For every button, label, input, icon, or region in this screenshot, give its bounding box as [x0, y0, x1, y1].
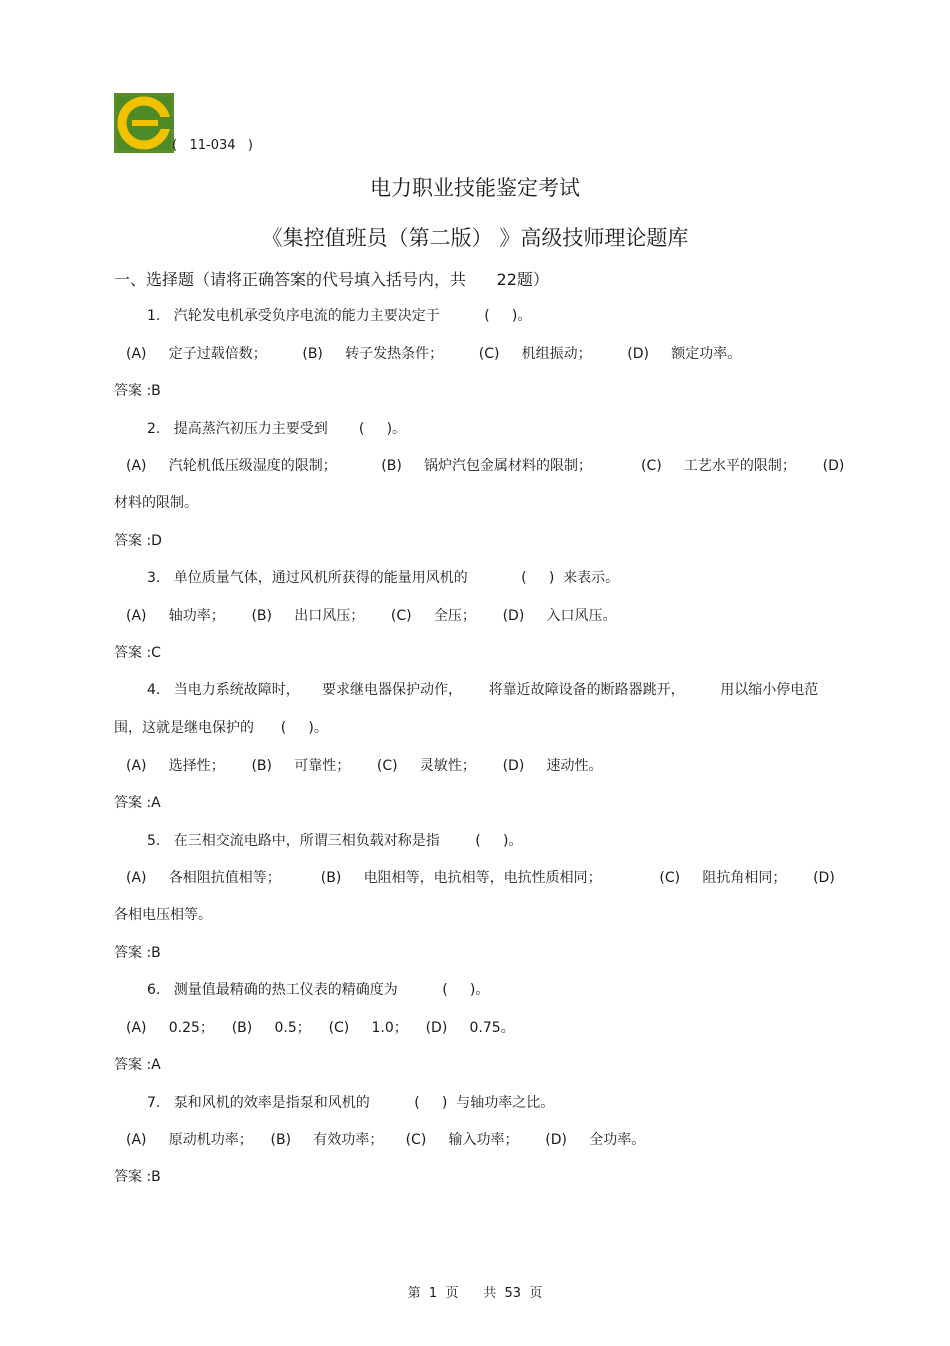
question-options: (A) 各相阻抗值相等； (B) 电阻相等，电抗相等，电抗性质相同； (C) 阻抗角相同； (D) — [126, 870, 835, 886]
answer-text: 答案 :D — [114, 533, 162, 549]
question-options: (A) 轴功率； (B) 出口风压； (C) 全压； (D) 入口风压。 — [126, 608, 617, 624]
answer-text: 答案 :C — [114, 645, 161, 661]
question-options: (A) 0.25； (B) 0.5； (C) 1.0； (D) 0.75。 — [126, 1020, 515, 1036]
question-text: 5. 在三相交流电路中，所谓三相负载对称是指 ( )。 — [147, 833, 523, 849]
section-heading: 一、选择题（请将正确答案的代号填入括号内，共 22题） — [114, 270, 549, 289]
question-options: (A) 选择性； (B) 可靠性； (C) 灵敏性； (D) 速动性。 — [126, 758, 603, 774]
question-options-continued: 各相电压相等。 — [114, 907, 212, 923]
company-logo-icon — [114, 93, 174, 153]
question-options: (A) 定子过载倍数； (B) 转子发热条件； (C) 机组振动； (D) 额定功率。 — [126, 346, 742, 362]
answer-text: 答案 :A — [114, 795, 161, 811]
page-footer: 第 1 页 共 53 页 — [407, 1286, 543, 1301]
question-text: 4. 当电力系统故障时， 要求继电器保护动作， 将靠近故障设备的断路器跳开， 用以缩小停电范 — [147, 682, 819, 698]
question-options-continued: 材料的限制。 — [114, 495, 198, 511]
answer-text: 答案 :A — [114, 1057, 161, 1073]
document-title: 电力职业技能鉴定考试 — [370, 176, 580, 200]
document-code: ( 11-034 ) — [172, 138, 253, 153]
question-text: 7. 泵和风机的效率是指泵和风机的 ( ) 与轴功率之比。 — [147, 1095, 555, 1111]
answer-text: 答案 :B — [114, 1169, 161, 1185]
question-text: 6. 测量值最精确的热工仪表的精确度为 ( )。 — [147, 982, 490, 998]
answer-text: 答案 :B — [114, 383, 161, 399]
question-text: 3. 单位质量气体，通过风机所获得的能量用风机的 ( ) 来表示。 — [147, 570, 620, 586]
answer-text: 答案 :B — [114, 945, 161, 961]
question-options: (A) 原动机功率； (B) 有效功率； (C) 输入功率； (D) 全功率。 — [126, 1132, 646, 1148]
document-subtitle: 《集控值班员（第二版） 》高级技师理论题库 — [261, 226, 689, 250]
question-text-continued: 围，这就是继电保护的 ( )。 — [114, 720, 328, 736]
question-options: (A) 汽轮机低压级湿度的限制； (B) 锅炉汽包金属材料的限制； (C) 工艺水平的限制； (D) — [126, 458, 845, 474]
question-text: 1. 汽轮发电机承受负序电流的能力主要决定于 ( )。 — [147, 308, 532, 324]
question-text: 2. 提高蒸汽初压力主要受到 ( )。 — [147, 421, 407, 437]
